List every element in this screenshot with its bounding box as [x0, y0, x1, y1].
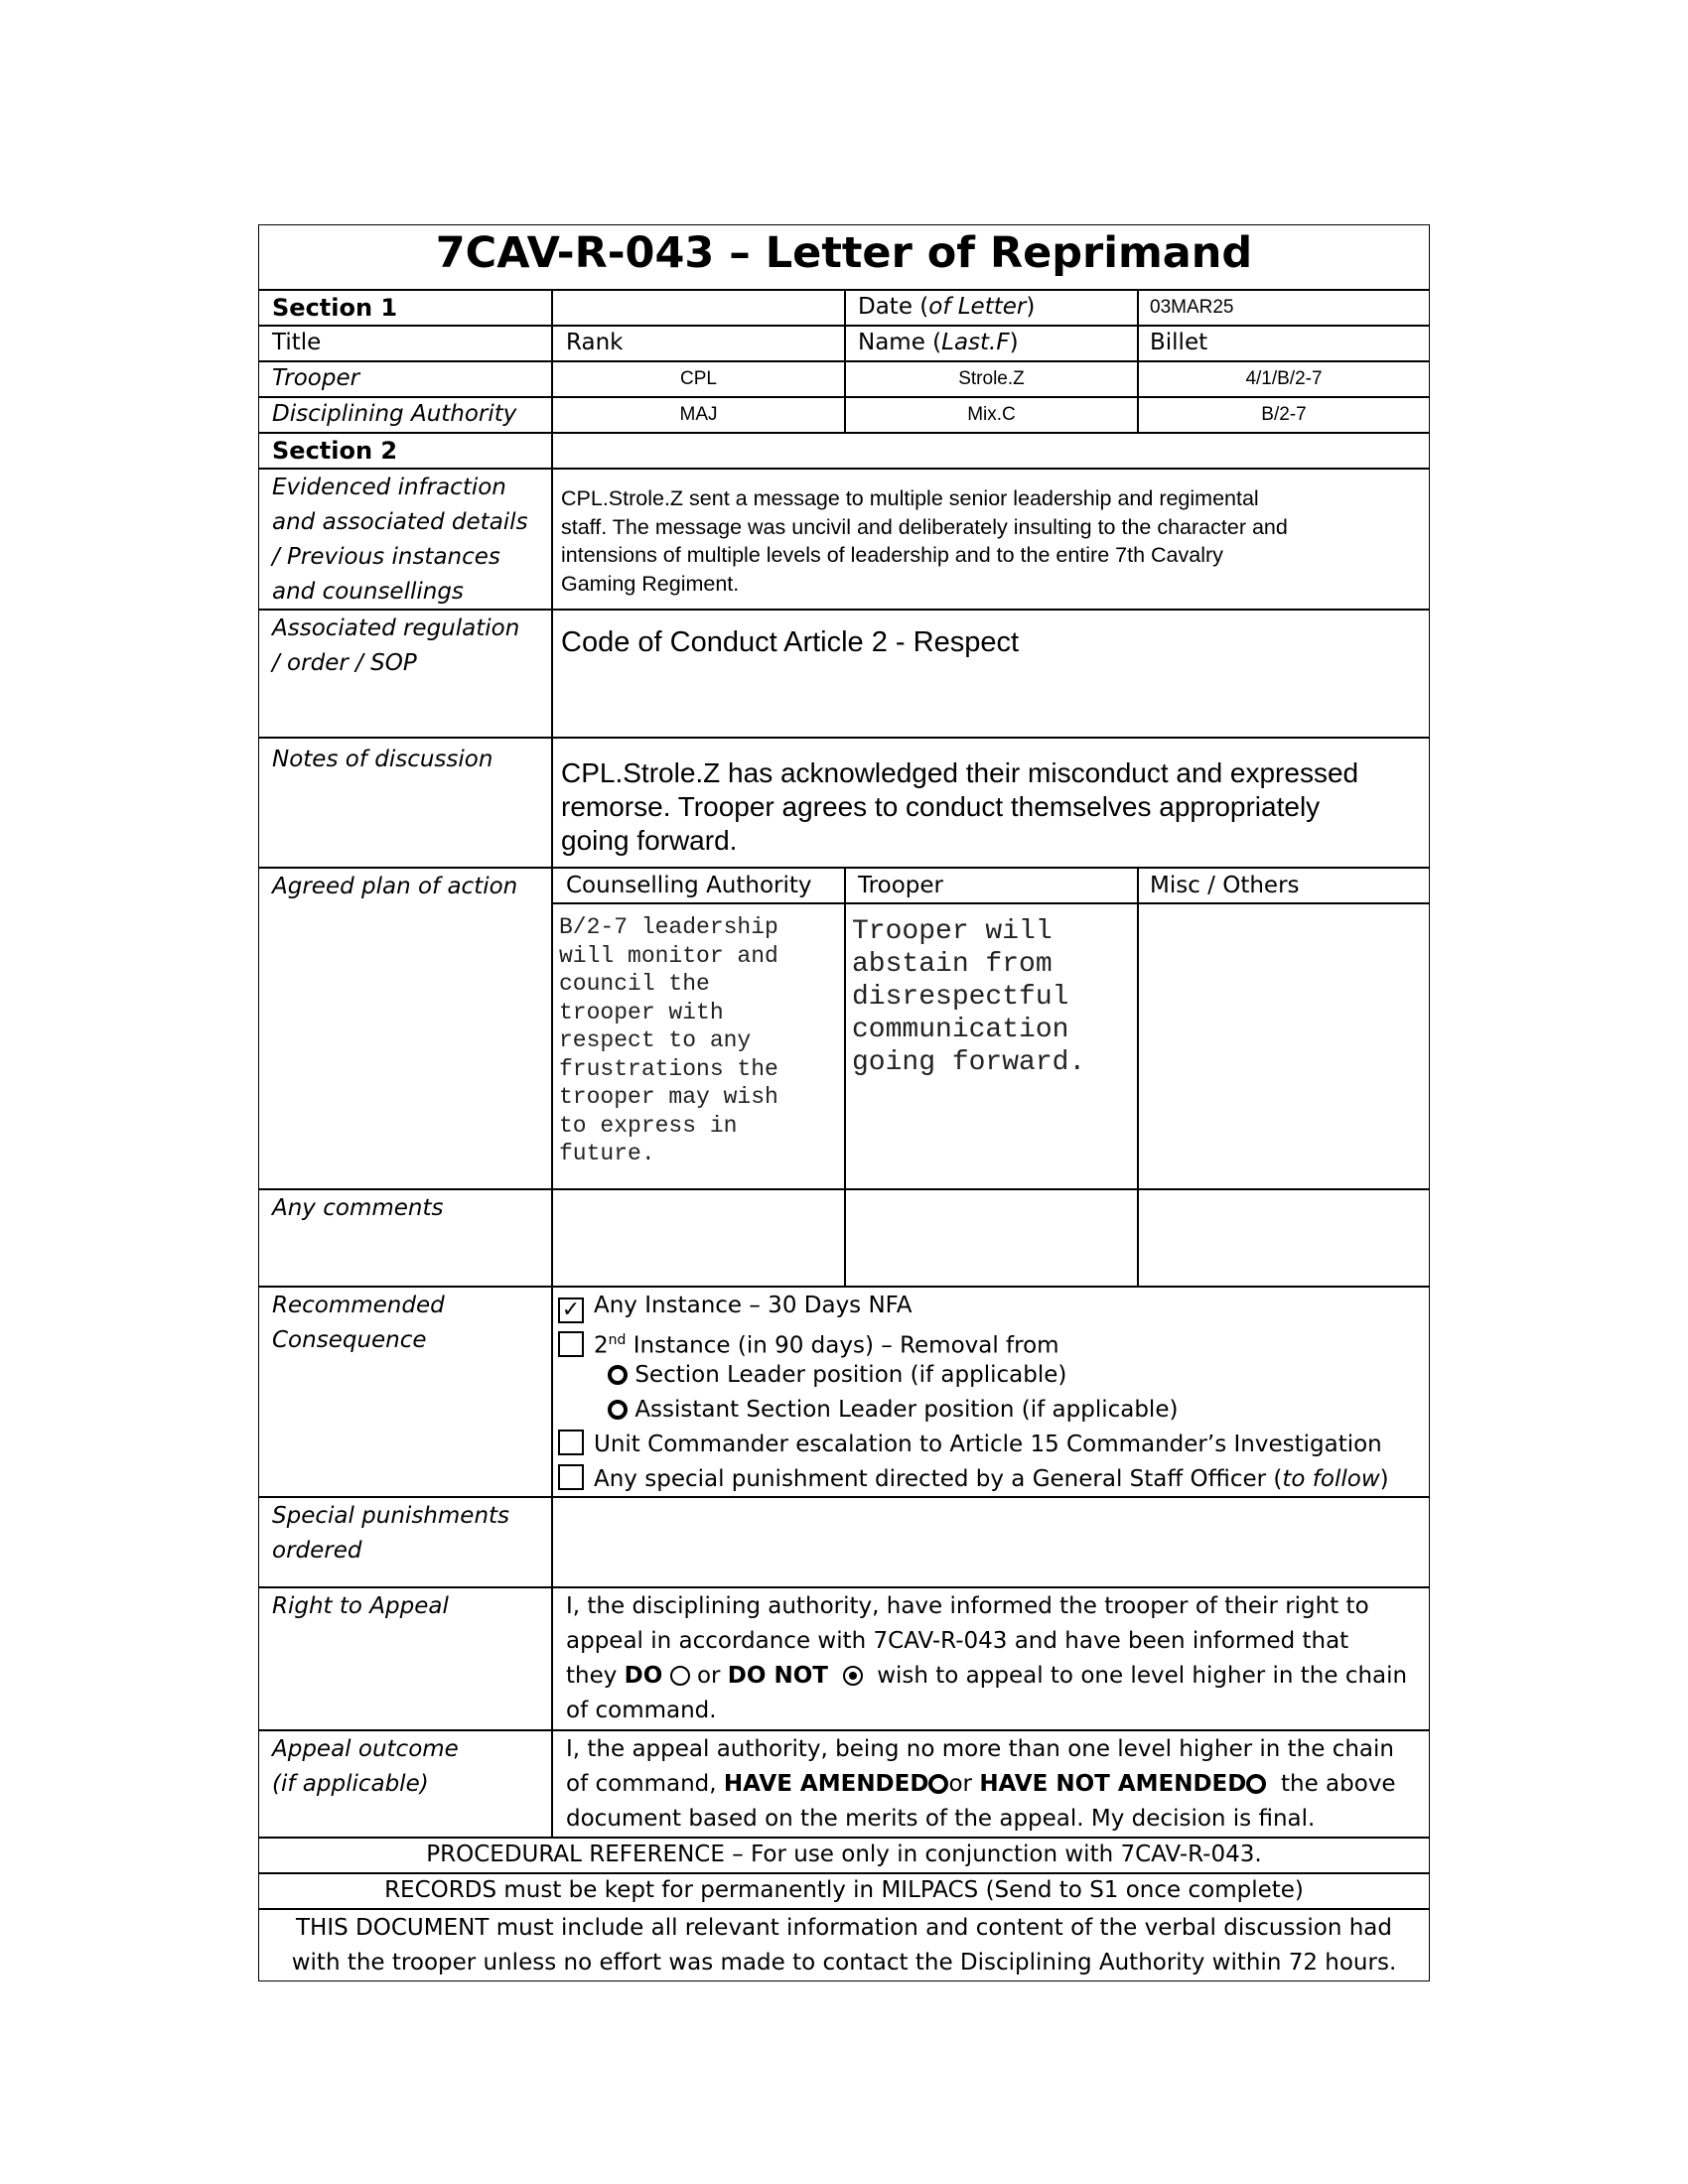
appeal-outcome-label: Appeal outcome (if applicable)	[272, 1736, 459, 1797]
checkbox[interactable]	[558, 1464, 584, 1490]
records-note: RECORDS must be kept for permanently in MILPACS (Send to S1 once complete)	[384, 1877, 1304, 1903]
plan-header-counselling: Counselling Authority	[566, 873, 812, 898]
appeal-outcome-text: I, the appeal authority, being no more than one level higher in the chain of command, HAVE AMENDED or HAVE NOT AMENDED the above document based on the merits of the appeal. My decision is final.	[566, 1736, 1396, 1832]
counselling-plan: B/2-7 leadership will monitor and council the trooper with respect to any frustrations the trooper may wish to express in future.	[559, 914, 778, 1166]
plan-label: Agreed plan of action	[272, 874, 518, 899]
amended-radio[interactable]	[928, 1774, 948, 1794]
special-punishments-label: Special punishments ordered	[272, 1503, 510, 1564]
consequence-option: Any special punishment directed by a General Staff Officer (to follow)	[558, 1462, 1389, 1497]
cell	[845, 1189, 1138, 1287]
section-2-heading: Section 2	[272, 437, 398, 465]
cell	[258, 868, 552, 1189]
date-label: Date (of Letter)	[858, 294, 1036, 320]
authority-rank: MAJ	[679, 404, 718, 425]
checkbox[interactable]	[558, 1331, 584, 1357]
plan-header-misc: Misc / Others	[1150, 873, 1300, 898]
appeal-do-not-radio[interactable]	[843, 1666, 863, 1686]
cell	[552, 433, 1430, 469]
trooper-row-label: Trooper	[272, 365, 360, 391]
rank-column-header: Rank	[566, 330, 624, 355]
authority-billet: B/2-7	[1261, 404, 1307, 425]
appeal-text: I, the disciplining authority, have informed the trooper of their right to appeal in accordance with 7CAV-R-043 and have been informed that they DO or DO NOT wish to appeal to one level higher in the chain of command.	[566, 1593, 1408, 1723]
billet-column-header: Billet	[1150, 330, 1208, 355]
document-note: THIS DOCUMENT must include all relevant information and content of the verbal discussion had with the trooper unless no effort was made to contact the Disciplining Authority within 72 hours.	[291, 1915, 1397, 1976]
discussion-notes: CPL.Strole.Z has acknowledged their misconduct and expressed remorse. Trooper agrees to conduct themselves appropriately going forward.	[561, 757, 1359, 856]
discussion-label: Notes of discussion	[272, 747, 493, 772]
trooper-name: Strole.Z	[958, 368, 1025, 389]
trooper-rank: CPL	[680, 368, 717, 389]
radio-button[interactable]	[608, 1365, 628, 1385]
authority-name: Mix.C	[967, 404, 1016, 425]
consequence-option: 2nd Instance (in 90 days) – Removal from	[558, 1323, 1059, 1364]
appeal-label: Right to Appeal	[272, 1593, 449, 1619]
title-column-header: Title	[272, 330, 322, 355]
regulation-label: Associated regulation / order / SOP	[272, 615, 520, 676]
trooper-plan: Trooper will abstain from disrespectful communication going forward.	[852, 916, 1086, 1078]
name-column-header: Name (Last.F)	[858, 330, 1019, 355]
consequence-option: ✓ Any Instance – 30 Days NFA	[558, 1289, 913, 1323]
checkbox-checked[interactable]: ✓	[558, 1297, 584, 1323]
consequence-suboption: Assistant Section Leader position (if applicable)	[608, 1393, 1178, 1428]
not-amended-radio[interactable]	[1246, 1774, 1266, 1794]
reprimand-form	[258, 224, 1430, 1981]
infraction-label: Evidenced infraction and associated details / Previous instances and counsellings	[272, 475, 528, 605]
checkbox[interactable]	[558, 1430, 584, 1455]
consequence-suboption: Section Leader position (if applicable)	[608, 1358, 1066, 1393]
consequence-option: Unit Commander escalation to Article 15 Commander’s Investigation	[558, 1428, 1382, 1462]
section-1-heading: Section 1	[272, 294, 398, 322]
regulation-text: Code of Conduct Article 2 - Respect	[561, 626, 1020, 658]
trooper-billet: 4/1/B/2-7	[1245, 368, 1323, 389]
cell	[552, 1189, 845, 1287]
plan-header-trooper: Trooper	[858, 873, 943, 898]
form-title: 7CAV-R-043 – Letter of Reprimand	[435, 228, 1253, 278]
infraction-details: CPL.Strole.Z sent a message to multiple senior leadership and regimental staff. The message was uncivil and deliberately insulting to the character and intensions of multiple levels of leadership and to the entire 7th Cavalry Gaming Regiment.	[561, 486, 1288, 596]
cell	[552, 1497, 1430, 1587]
cell	[1138, 1189, 1430, 1287]
date-value: 03MAR25	[1150, 297, 1234, 318]
procedural-reference: PROCEDURAL REFERENCE – For use only in conjunction with 7CAV-R-043.	[426, 1842, 1262, 1867]
cell	[1138, 903, 1430, 1189]
appeal-do-radio[interactable]	[670, 1666, 690, 1686]
authority-row-label: Disciplining Authority	[272, 401, 517, 427]
radio-button[interactable]	[608, 1400, 628, 1420]
cell	[552, 290, 845, 326]
consequence-label: Recommended Consequence	[272, 1293, 445, 1353]
comments-label: Any comments	[272, 1195, 444, 1221]
